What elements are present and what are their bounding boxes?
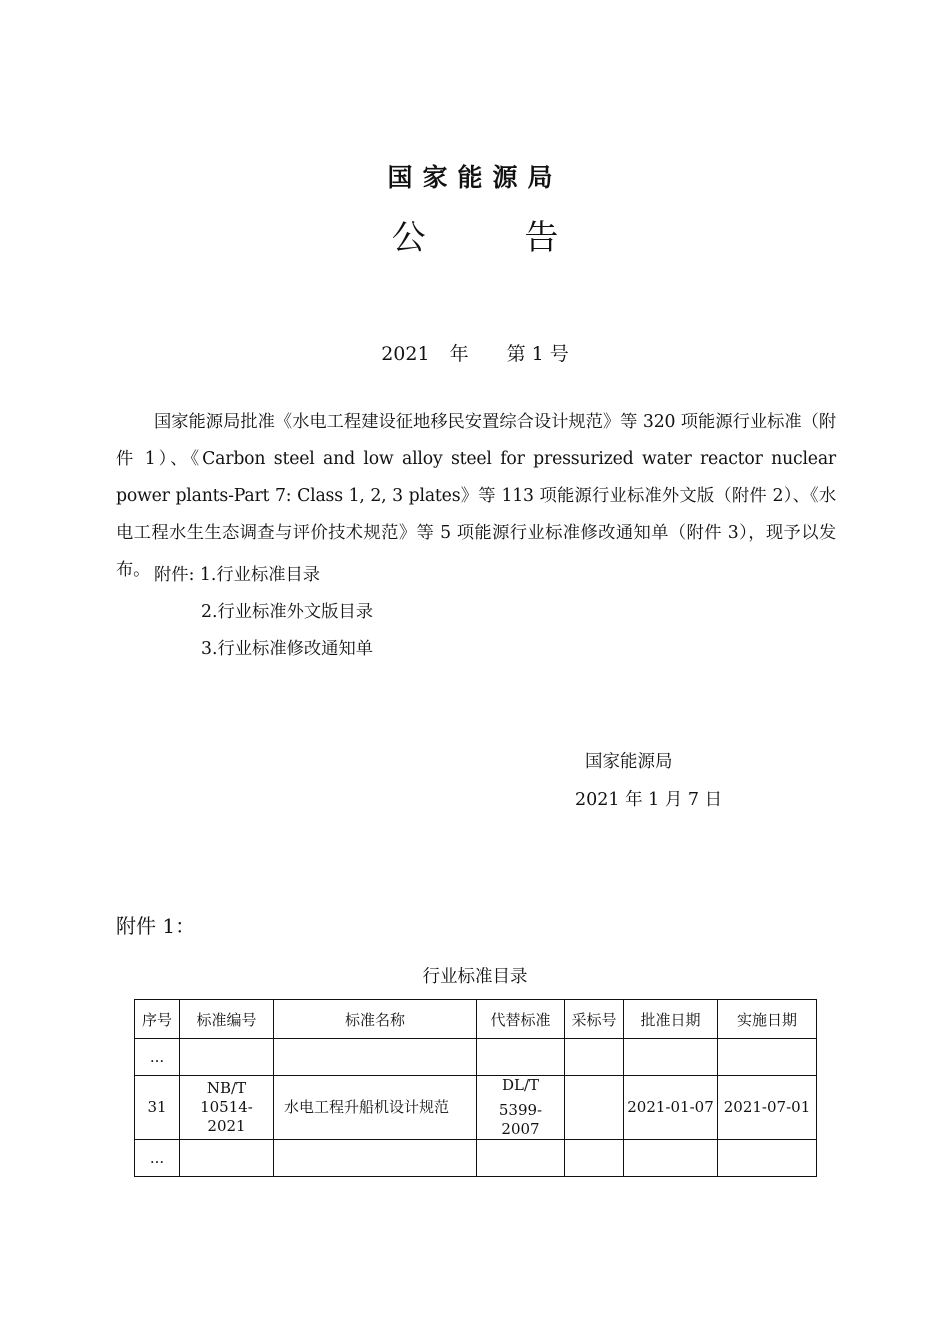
column-header: 采标号 bbox=[565, 1000, 624, 1039]
cell-seq: ... bbox=[135, 1140, 180, 1177]
attachment-item: 2.行业标准外文版目录 bbox=[201, 602, 374, 622]
cell-replace-line: 5399- 2007 bbox=[498, 1101, 543, 1138]
attachments-label: 附件: bbox=[154, 565, 200, 585]
agency-title: 国家能源局 bbox=[387, 163, 563, 192]
cell-seq: ... bbox=[135, 1039, 180, 1076]
cell-name bbox=[274, 1140, 477, 1177]
signature-org: 国家能源局 bbox=[585, 752, 673, 772]
attachment-item: 3.行业标准修改通知单 bbox=[201, 639, 374, 659]
notice-number bbox=[0, 339, 950, 366]
column-header: 序号 bbox=[135, 1000, 180, 1039]
cell-seq: 31 bbox=[135, 1076, 180, 1140]
cell-code-line: NB/T bbox=[206, 1079, 247, 1097]
signature-date: 2021 年 1 月 7 日 bbox=[575, 790, 723, 810]
column-header: 批准日期 bbox=[624, 1000, 718, 1039]
cell-code bbox=[180, 1076, 274, 1140]
attachments-list bbox=[154, 560, 320, 585]
cell-name bbox=[274, 1039, 477, 1076]
standards-table bbox=[134, 999, 817, 1177]
notice-number-label: 第 1 号 bbox=[506, 343, 569, 365]
cell-adopt bbox=[565, 1076, 624, 1140]
cell-approve bbox=[624, 1140, 718, 1177]
body-paragraph: 国家能源局批准《水电工程建设征地移民安置综合设计规范》等 320 项能源行业标准（附件 1）、《Carbon steel and low alloy steel for pressurized water reactor nuclear power plants-Part 7: Class 1, 2, 3 plates》等 113 项能源行业标准外文版（附件 2）、《水电工程水生生态调查与评价技术规范》等 5 项能源行业标准修改通知单（附件 3），现予以发布。 bbox=[116, 412, 836, 580]
cell-replace bbox=[477, 1076, 565, 1140]
cell-approve: 2021-01-07 bbox=[624, 1076, 718, 1140]
column-header: 代替标准 bbox=[477, 1000, 565, 1039]
column-header: 实施日期 bbox=[718, 1000, 817, 1039]
cell-implement: 2021-07-01 bbox=[718, 1076, 817, 1140]
notice-year: 2021 bbox=[381, 343, 430, 365]
notice-title: 公 告 bbox=[391, 218, 603, 258]
table-header-row bbox=[135, 1000, 817, 1039]
cell-implement bbox=[718, 1140, 817, 1177]
table-row bbox=[135, 1076, 817, 1140]
cell-approve bbox=[624, 1039, 718, 1076]
cell-replace bbox=[477, 1039, 565, 1076]
cell-replace-line: DL/T bbox=[501, 1076, 540, 1094]
notice-year-char: 年 bbox=[449, 343, 469, 365]
table-row bbox=[135, 1039, 817, 1076]
cell-name: 水电工程升船机设计规范 bbox=[274, 1076, 477, 1140]
cell-implement bbox=[718, 1039, 817, 1076]
column-header: 标准编号 bbox=[180, 1000, 274, 1039]
cell-adopt bbox=[565, 1039, 624, 1076]
cell-code-line: 10514-2021 bbox=[200, 1098, 253, 1135]
table-row bbox=[135, 1140, 817, 1177]
cell-code bbox=[180, 1140, 274, 1177]
cell-code bbox=[180, 1039, 274, 1076]
cell-adopt bbox=[565, 1140, 624, 1177]
cell-replace bbox=[477, 1140, 565, 1177]
table-title: 行业标准目录 bbox=[422, 967, 528, 987]
column-header: 标准名称 bbox=[274, 1000, 477, 1039]
attachment-item: 1.行业标准目录 bbox=[199, 565, 321, 585]
appendix-label: 附件 1： bbox=[116, 914, 196, 938]
